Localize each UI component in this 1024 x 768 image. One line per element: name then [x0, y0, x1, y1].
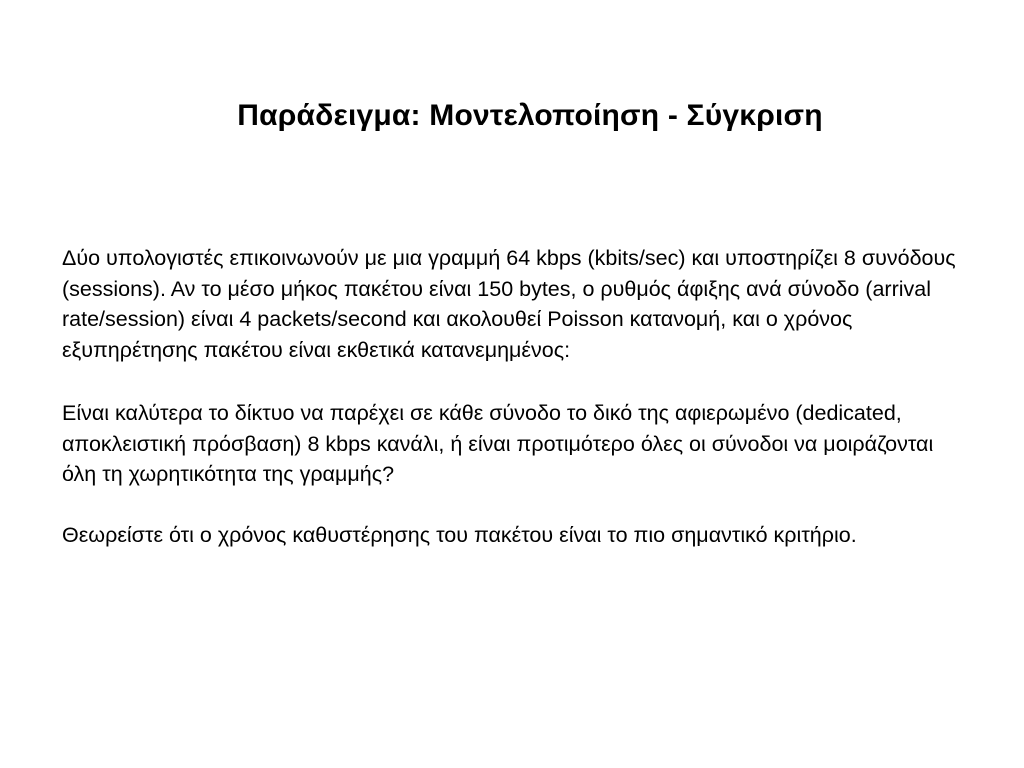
body-paragraph-question: Είναι καλύτερα το δίκτυο να παρέχει σε κάθε σύνοδο το δικό της αφιερωμένο (dedicated, αποκλειστική πρόσβαση) 8 kbps κανάλι, ή είναι προτιμότερο όλες οι σύνοδοι να μοιράζονται όλη τη χωρητικότητα της γραμμής?: [62, 401, 934, 486]
slide-body: [62, 243, 962, 550]
slide-title: Παράδειγμα: Μοντελοποίηση - Σύγκριση: [237, 99, 823, 132]
body-paragraph-criterion: Θεωρείστε ότι ο χρόνος καθυστέρησης του πακέτου είναι το πιο σημαντικό κριτήριο.: [62, 522, 857, 547]
body-paragraph-problem: Δύο υπολογιστές επικοινωνούν με μια γραμμή 64 kbps (kbits/sec) και υποστηρίζει 8 συνόδους (sessions). Αν το μέσο μήκος πακέτου είναι 150 bytes, ο ρυθμός άφιξης ανά σύνοδο (arrival rate/session) είναι 4 packets/second και ακολουθεί Poisson κατανομή, και ο χρόνος εξυπηρέτησης πακέτου είναι εκθετικά κατανεμημένος:: [62, 246, 956, 362]
